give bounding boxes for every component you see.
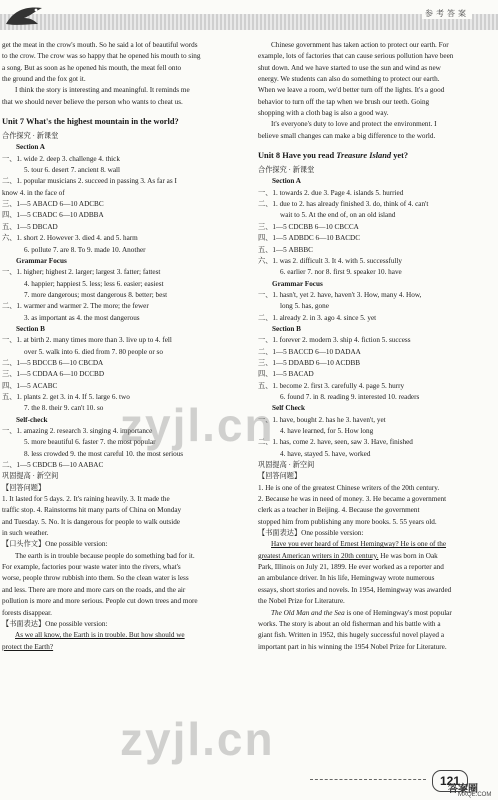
bird-logo-icon	[4, 2, 46, 32]
text-line: behavior to turn off the tap when we brush our teeth. Going	[258, 97, 430, 106]
answer-line: 五、1. become 2. first 3. carefully 4. page 5. hurry	[258, 381, 405, 390]
answer-line: giant fish. Written in 1952, this hugely successful novel played a	[258, 631, 445, 640]
text-line: shopping with a cloth bag is also a good way.	[258, 109, 389, 118]
answer-line: 一、1. higher; highest 2. larger; largest 3. fatter; fattest	[2, 268, 161, 277]
answer-line: 6. found 7. in 8. reading 9. interested 10. readers	[280, 392, 420, 401]
answer-line: 6. earlier 7. nor 8. first 9. speaker 10. have	[280, 268, 402, 277]
page-number: 121	[432, 770, 468, 792]
answer-line: in such weather.	[2, 529, 49, 538]
answer-line: He was born in Oak	[378, 551, 438, 560]
answer-line: clerk as a teacher in Beijing. 4. Because the government	[258, 506, 420, 515]
answer-line: 一、1. wide 2. deep 3. challenge 4. thick	[2, 154, 120, 163]
answer-line: 四、1—5 BACAD	[258, 370, 314, 379]
section-a-heading: Section A	[272, 177, 301, 186]
text-line: that we should never believe the person who wants to cheat us.	[2, 97, 183, 106]
answer-line: For example, factories pour waste water into the rivers, what's	[2, 563, 181, 572]
self-check-heading: Self Check	[272, 404, 305, 413]
section-b-heading: Section B	[272, 324, 301, 333]
answer-line: 一、1. towards 2. due 3. Page 4. islands 5. hurried	[258, 188, 404, 197]
answer-line: 一、1. forever 2. modern 3. ship 4. fiction 5. success	[258, 336, 411, 345]
answer-line: know 4. in the face of	[2, 188, 65, 197]
unit-8-title-part: Unit 8 Have you read	[258, 151, 337, 161]
answer-line: 二、1—5 BACCD 6—10 DADAA	[258, 347, 361, 356]
answer-line: 5. tour 6. desert 7. ancient 8. wall	[24, 166, 121, 175]
answer-line: over 5. walk into 6. died from 7. 80 people or so	[24, 347, 163, 356]
answer-line: 二、1. due to 2. has already finished 3. do, think of 4. can't	[258, 200, 429, 209]
answer-line: is one of Hemingway's most popular	[344, 608, 452, 617]
text-line: the ground and the fox got it.	[2, 75, 86, 84]
section-a-heading: Section A	[16, 143, 45, 152]
answer-line: 1. It lasted for 5 days. 2. It's raining heavily. 3. It made the	[2, 495, 170, 504]
stamp-sub: MXQE.COM	[458, 792, 492, 798]
unit-8-title	[258, 149, 496, 162]
consolidate-heading: 巩固提高 · 新空间	[2, 472, 59, 481]
answer-line: 二、1. already 2. in 3. ago 4. since 5. yet	[258, 313, 377, 322]
left-intro	[2, 40, 247, 108]
answer-line: Park, Illinois on July 21, 1899. He ever worked as a reporter and	[258, 563, 444, 572]
answer-line: 一、1. have, bought 2. has he 3. haven't, yet	[258, 415, 386, 424]
right-column	[258, 40, 496, 653]
answer-line: pollution is more and more serious. People cut down trees and more	[2, 597, 198, 606]
footer-dash	[310, 779, 426, 780]
answer-line: 三、1—5 ABACD 6—10 ADCBC	[2, 200, 104, 209]
answer-line: 三、1—5 CDCBB 6—10 CBCCA	[258, 222, 359, 231]
cooperate-heading: 合作探究 · 新课堂	[258, 166, 315, 175]
text-line: It's everyone's duty to love and protect the environment. I	[271, 120, 437, 129]
text-line: a song. But as soon as he opened his mouth, the meat fell onto	[2, 63, 182, 72]
answer-line: protect the Earth?	[2, 642, 54, 651]
answer-line: essays, short stories and novels. In 1954, Hemingway was awarded	[258, 585, 452, 594]
answer-line: 一、1. at birth 2. many times more than 3. live up to 4. fell	[2, 336, 172, 345]
text-line: get the meat in the crow's mouth. So he said a lot of beautiful words	[2, 41, 198, 49]
text-line: to the crow. The crow was so happy that he opened his mouth to sing	[2, 52, 201, 61]
answer-line: and less. There are more and more cars on the roads, and the air	[2, 585, 186, 594]
answer-line: 二、1. warmer and warmer 2. The more; the fewer	[2, 302, 149, 311]
qa-label: 【回答问题】	[258, 472, 302, 481]
answer-line: 6. pollute 7. are 8. To 9. made 10. Another	[24, 245, 146, 254]
answer-line: 2. Because he was in need of money. 3. He became a government	[258, 495, 447, 504]
answer-line: 8. less crowded 9. the most careful 10. the most serious	[24, 449, 184, 458]
unit-7-title: Unit 7 What's the highest mountain in the world?	[2, 117, 179, 127]
cooperate-heading: 合作探究 · 新课堂	[2, 132, 59, 141]
answer-line: 7. the 8. their 9. can't 10. so	[24, 404, 104, 413]
left-column	[2, 40, 247, 653]
book-title: The Old Man and the Sea	[271, 608, 345, 617]
oral-label: 【口头作文】	[2, 540, 46, 549]
answer-line: 3. as important as 4. the most dangerous	[24, 313, 140, 322]
header-title: 参考答案	[422, 8, 472, 19]
answer-line: traffic stop. 4. Rainstorms hit many parts of China on Monday	[2, 506, 182, 515]
answer-line: worse, people throw rubbish into them. So the clean water is less	[2, 574, 189, 583]
grammar-focus-heading: Grammar Focus	[16, 256, 67, 265]
answer-line: 四、1—5 CBADC 6—10 ADBBA	[2, 211, 104, 220]
text-line: example, lots of factories that can cause serious pollution have been	[258, 52, 454, 61]
answer-line: 二、1. has, come 2. have, seen, saw 3. Have, finished	[258, 438, 413, 447]
consolidate-heading: 巩固提高 · 新空间	[258, 461, 315, 470]
section-b-heading: Section B	[16, 324, 45, 333]
unit-8-title-part: yet?	[391, 151, 409, 161]
stamp-logo: 答案圈	[448, 784, 478, 795]
text-line: energy. We students can also do something to protect our earth.	[258, 75, 440, 84]
answer-line: 三、1—5 CDDAA 6—10 DCCBD	[2, 370, 105, 379]
self-check-heading: Self-check	[16, 415, 48, 424]
answer-line: 一、1. amazing 2. research 3. singing 4. importance	[2, 427, 153, 435]
written-label: 【书面表达】	[2, 619, 46, 628]
answer-line: 五、1—5 DBCAD	[2, 222, 58, 231]
answer-line: 三、1—5 DDABD 6—10 ACDBB	[258, 358, 361, 367]
text-line: When we leave a room, we'd better turn off the lights. It's a good	[258, 86, 445, 95]
answer-line: As we all know, the Earth is in trouble. But how should we	[15, 631, 185, 640]
answer-line: wait to 5. At the end of, on an old island	[280, 211, 396, 220]
answer-line: 六、1. was 2. difficult 3. It 4. with 5. successfully	[258, 256, 402, 265]
answer-line: 1. He is one of the greatest Chinese writers of the 20th century.	[258, 483, 440, 492]
answer-line: 二、1. popular musicians 2. succeed in passing 3. As far as I	[2, 177, 177, 186]
answer-line: important part in his winning the 1954 Nobel Prize for Literature.	[258, 642, 447, 651]
oral-sub: One possible version:	[45, 540, 108, 549]
watermark: zyjl.cn	[120, 399, 275, 451]
answer-line: an ambulance driver. In his life, Hemingway wrote numerous	[258, 574, 435, 583]
answer-line: greatest American writers in 20th century.	[258, 551, 379, 560]
qa-label: 【回答问题】	[2, 483, 46, 492]
answer-line: forests disappear.	[2, 608, 52, 617]
text-line: I think the story is interesting and meaningful. It reminds me	[15, 86, 190, 95]
grammar-focus-heading: Grammar Focus	[272, 279, 323, 288]
answer-line: 六、1. short 2. However 3. died 4. and 5. harm	[2, 234, 138, 243]
text-line: Chinese government has taken action to protect our earth. For	[271, 41, 449, 49]
answer-line: works. The story is about an old fisherman and his battle with a	[258, 619, 441, 628]
answer-line: and Tuesday. 5. No. It is dangerous for people to walk outside	[2, 517, 180, 526]
written-sub: One possible version:	[45, 619, 108, 628]
answer-line: stopped him from publishing any more books. 5. 55 years old.	[258, 517, 437, 526]
written-label: 【书面表达】	[258, 529, 302, 538]
page-header	[0, 0, 498, 38]
written-sub: One possible version:	[301, 529, 364, 538]
answer-line: 四、1—5 ACABC	[2, 381, 58, 390]
answer-line: 五、1. plants 2. get 3. in 4. If 5. large 6. two	[2, 392, 130, 401]
answer-line: Have you ever heard of Ernest Hemingway? He is one of the	[271, 540, 447, 549]
answer-line: 4. happier; happiest 5. less; less 6. easier; easiest	[24, 279, 164, 288]
answer-line: The earth is in trouble because people do something bad for it.	[15, 551, 195, 560]
answer-line: 四、1—5 ADBDC 6—10 BACDC	[258, 234, 361, 243]
watermark: zyjl.cn	[120, 713, 275, 765]
answer-line: 4. have, stayed 5. have, worked	[280, 449, 371, 458]
answer-line: 二、1—5 BDCCB 6—10 CBCDA	[2, 358, 104, 367]
answer-line: 7. more dangerous; most dangerous 8. better; best	[24, 290, 168, 299]
text-line: believe small changes can make a big difference to the world.	[258, 131, 436, 140]
answer-line: 4. have learned, for 5. How long	[280, 427, 374, 435]
answer-line: long 5. has, gone	[280, 302, 329, 311]
answer-line: 一、1. hasn't, yet 2. have, haven't 3. How, many 4. How,	[258, 290, 422, 299]
answer-line: 二、1—5 CBDCB 6—10 AABAC	[2, 461, 104, 470]
answer-line: 五、1—5 ABBBC	[258, 245, 313, 254]
unit-8-title-book: Treasure Island	[336, 151, 392, 161]
answer-line: the Nobel Prize for Literature.	[258, 597, 345, 606]
text-line: shut down. And we have started to use the sun and wind as new	[258, 63, 441, 72]
answer-line: 5. more beautiful 6. faster 7. the most popular	[24, 438, 156, 447]
